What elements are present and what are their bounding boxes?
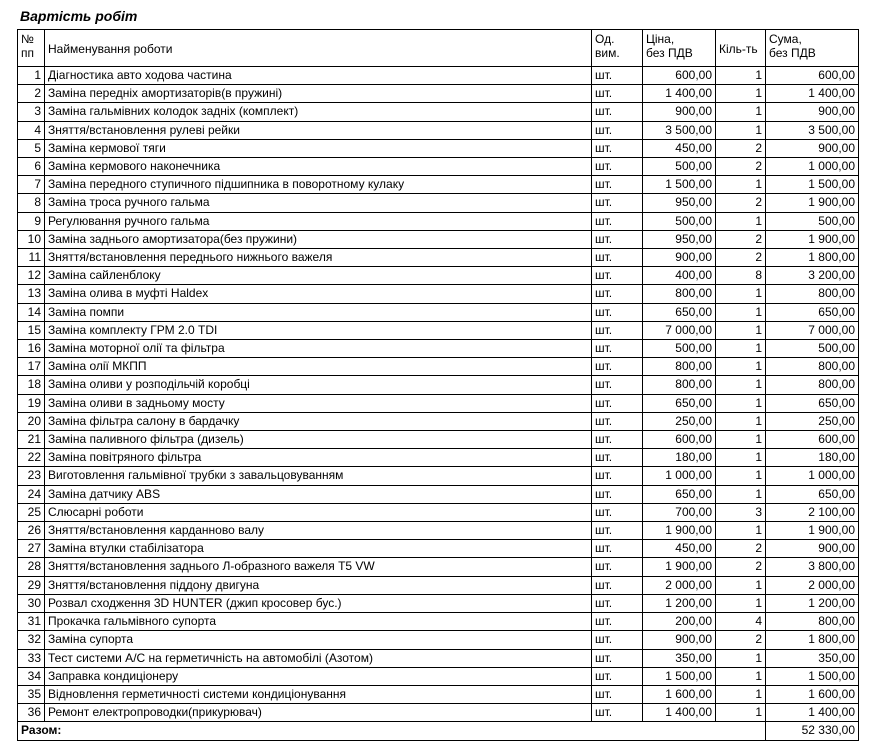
cell-work-name: Заміна фільтра салону в бардачку	[45, 412, 592, 430]
document-title: Вартість робіт	[20, 8, 138, 24]
cell-price: 500,00	[643, 212, 716, 230]
cell-price: 800,00	[643, 285, 716, 303]
cell-price: 1 900,00	[643, 522, 716, 540]
table-header-row	[18, 30, 859, 67]
table-row	[18, 576, 859, 594]
total-label: Разом:	[18, 722, 766, 740]
cell-price: 800,00	[643, 358, 716, 376]
cell-sum: 650,00	[766, 394, 859, 412]
cell-work-name: Заміна олива в муфті Haldex	[45, 285, 592, 303]
cell-number: 4	[18, 121, 45, 139]
cell-quantity: 2	[716, 230, 766, 248]
cell-quantity: 1	[716, 121, 766, 139]
cell-number: 30	[18, 594, 45, 612]
cell-price: 1 400,00	[643, 85, 716, 103]
cell-sum: 1 800,00	[766, 631, 859, 649]
table-row	[18, 340, 859, 358]
cell-number: 23	[18, 467, 45, 485]
cell-price: 650,00	[643, 394, 716, 412]
cell-price: 1 400,00	[643, 704, 716, 722]
cell-price: 1 500,00	[643, 667, 716, 685]
cell-sum: 600,00	[766, 431, 859, 449]
cell-number: 25	[18, 503, 45, 521]
cell-work-name: Ремонт електропроводки(прикурювач)	[45, 704, 592, 722]
cell-unit: шт.	[592, 376, 643, 394]
cell-number: 13	[18, 285, 45, 303]
table-row	[18, 303, 859, 321]
cell-number: 9	[18, 212, 45, 230]
cell-number: 27	[18, 540, 45, 558]
cell-unit: шт.	[592, 594, 643, 612]
cell-work-name: Заміна кермової тяги	[45, 139, 592, 157]
cell-sum: 900,00	[766, 540, 859, 558]
cell-work-name: Заміна втулки стабілізатора	[45, 540, 592, 558]
cell-price: 250,00	[643, 412, 716, 430]
table-row	[18, 158, 859, 176]
cell-unit: шт.	[592, 249, 643, 267]
cell-work-name: Заміна оливи в задньому мосту	[45, 394, 592, 412]
cell-sum: 1 500,00	[766, 667, 859, 685]
works-table	[17, 29, 859, 741]
table-row	[18, 249, 859, 267]
table-row	[18, 667, 859, 685]
cell-price: 400,00	[643, 267, 716, 285]
header-unit: Од. вим.	[592, 30, 643, 67]
cell-unit: шт.	[592, 285, 643, 303]
cell-unit: шт.	[592, 158, 643, 176]
cell-price: 3 500,00	[643, 121, 716, 139]
cell-price: 1 900,00	[643, 558, 716, 576]
cell-work-name: Заміна гальмівних колодок задніх (комплект)	[45, 103, 592, 121]
cell-number: 10	[18, 230, 45, 248]
cell-unit: шт.	[592, 449, 643, 467]
cell-quantity: 1	[716, 340, 766, 358]
cell-number: 2	[18, 85, 45, 103]
cell-quantity: 1	[716, 394, 766, 412]
cell-quantity: 8	[716, 267, 766, 285]
cell-quantity: 1	[716, 412, 766, 430]
cell-price: 450,00	[643, 139, 716, 157]
cell-quantity: 3	[716, 503, 766, 521]
cell-unit: шт.	[592, 649, 643, 667]
header-quantity: Кіль-ть	[716, 30, 766, 67]
cell-sum: 1 000,00	[766, 467, 859, 485]
cell-price: 900,00	[643, 249, 716, 267]
table-row	[18, 594, 859, 612]
cell-quantity: 2	[716, 249, 766, 267]
cell-number: 32	[18, 631, 45, 649]
table-row	[18, 285, 859, 303]
table-row	[18, 267, 859, 285]
cell-work-name: Заміна моторної олії та фільтра	[45, 340, 592, 358]
cell-quantity: 1	[716, 485, 766, 503]
cell-number: 24	[18, 485, 45, 503]
table-row	[18, 613, 859, 631]
cell-work-name: Заміна олії МКПП	[45, 358, 592, 376]
cell-unit: шт.	[592, 704, 643, 722]
cell-quantity: 1	[716, 449, 766, 467]
cell-price: 450,00	[643, 540, 716, 558]
cell-price: 2 000,00	[643, 576, 716, 594]
cell-sum: 7 000,00	[766, 321, 859, 339]
cell-number: 6	[18, 158, 45, 176]
cell-unit: шт.	[592, 303, 643, 321]
cell-sum: 800,00	[766, 376, 859, 394]
table-row	[18, 139, 859, 157]
cell-sum: 600,00	[766, 67, 859, 85]
table-row	[18, 194, 859, 212]
cell-quantity: 4	[716, 613, 766, 631]
cell-price: 350,00	[643, 649, 716, 667]
cell-number: 1	[18, 67, 45, 85]
cell-quantity: 2	[716, 631, 766, 649]
cell-number: 31	[18, 613, 45, 631]
cell-unit: шт.	[592, 139, 643, 157]
cell-work-name: Заміна комплекту ГРМ 2.0 TDI	[45, 321, 592, 339]
cell-quantity: 1	[716, 321, 766, 339]
cell-number: 19	[18, 394, 45, 412]
cell-price: 500,00	[643, 158, 716, 176]
cell-unit: шт.	[592, 85, 643, 103]
header-sum: Сума, без ПДВ	[766, 30, 859, 67]
cell-sum: 3 500,00	[766, 121, 859, 139]
cell-work-name: Заміна заднього амортизатора(без пружини)	[45, 230, 592, 248]
cell-work-name: Заміна оливи у розподільчій коробці	[45, 376, 592, 394]
cell-unit: шт.	[592, 685, 643, 703]
cell-number: 22	[18, 449, 45, 467]
cell-sum: 1 500,00	[766, 176, 859, 194]
cell-work-name: Тест системи А/С на герметичність на автомобілі (Азотом)	[45, 649, 592, 667]
cell-price: 600,00	[643, 67, 716, 85]
cell-price: 950,00	[643, 194, 716, 212]
cell-work-name: Виготовлення гальмівної трубки з завальцовуванням	[45, 467, 592, 485]
header-price: Ціна, без ПДВ	[643, 30, 716, 67]
table-body	[18, 67, 859, 722]
table-row	[18, 558, 859, 576]
cell-price: 700,00	[643, 503, 716, 521]
cell-work-name: Відновлення герметичності системи кондиціонування	[45, 685, 592, 703]
cell-quantity: 1	[716, 704, 766, 722]
cell-sum: 250,00	[766, 412, 859, 430]
cell-quantity: 2	[716, 158, 766, 176]
table-row	[18, 467, 859, 485]
cell-quantity: 2	[716, 139, 766, 157]
cell-number: 28	[18, 558, 45, 576]
table-row	[18, 503, 859, 521]
cell-number: 20	[18, 412, 45, 430]
table-row	[18, 540, 859, 558]
cell-sum: 500,00	[766, 212, 859, 230]
cell-sum: 1 900,00	[766, 522, 859, 540]
table-row	[18, 431, 859, 449]
cell-unit: шт.	[592, 558, 643, 576]
cell-unit: шт.	[592, 485, 643, 503]
cell-number: 17	[18, 358, 45, 376]
cell-work-name: Заміна троса ручного гальма	[45, 194, 592, 212]
cell-work-name: Заміна передніх амортизаторів(в пружині)	[45, 85, 592, 103]
cell-unit: шт.	[592, 230, 643, 248]
cell-unit: шт.	[592, 103, 643, 121]
cell-number: 16	[18, 340, 45, 358]
cell-unit: шт.	[592, 576, 643, 594]
cell-quantity: 2	[716, 540, 766, 558]
cell-sum: 900,00	[766, 139, 859, 157]
cell-price: 600,00	[643, 431, 716, 449]
cell-unit: шт.	[592, 67, 643, 85]
cell-number: 26	[18, 522, 45, 540]
cell-price: 1 600,00	[643, 685, 716, 703]
cell-price: 900,00	[643, 103, 716, 121]
cell-price: 1 500,00	[643, 176, 716, 194]
cell-sum: 1 900,00	[766, 230, 859, 248]
table-row	[18, 85, 859, 103]
cell-number: 18	[18, 376, 45, 394]
cell-sum: 900,00	[766, 103, 859, 121]
cell-unit: шт.	[592, 631, 643, 649]
cell-work-name: Слюсарні роботи	[45, 503, 592, 521]
cell-unit: шт.	[592, 667, 643, 685]
cell-number: 36	[18, 704, 45, 722]
total-row	[18, 722, 859, 740]
cell-number: 7	[18, 176, 45, 194]
cell-work-name: Заміна повітряного фільтра	[45, 449, 592, 467]
cell-price: 1 200,00	[643, 594, 716, 612]
cell-quantity: 1	[716, 522, 766, 540]
cell-quantity: 1	[716, 103, 766, 121]
cell-unit: шт.	[592, 340, 643, 358]
cell-unit: шт.	[592, 212, 643, 230]
cell-work-name: Заміна передного ступичного підшипника в поворотному кулаку	[45, 176, 592, 194]
cell-number: 8	[18, 194, 45, 212]
cell-quantity: 1	[716, 67, 766, 85]
cell-unit: шт.	[592, 394, 643, 412]
cell-unit: шт.	[592, 358, 643, 376]
table-row	[18, 685, 859, 703]
cell-price: 1 000,00	[643, 467, 716, 485]
cell-sum: 800,00	[766, 358, 859, 376]
cell-sum: 1 400,00	[766, 704, 859, 722]
cell-quantity: 1	[716, 176, 766, 194]
cell-quantity: 2	[716, 558, 766, 576]
cell-sum: 1 800,00	[766, 249, 859, 267]
cell-quantity: 1	[716, 576, 766, 594]
table-row	[18, 376, 859, 394]
cell-quantity: 1	[716, 358, 766, 376]
cell-price: 950,00	[643, 230, 716, 248]
cell-work-name: Заміна помпи	[45, 303, 592, 321]
table-row	[18, 67, 859, 85]
cell-sum: 1 200,00	[766, 594, 859, 612]
cell-sum: 1 600,00	[766, 685, 859, 703]
cell-sum: 1 000,00	[766, 158, 859, 176]
cell-work-name: Заправка кондиціонеру	[45, 667, 592, 685]
cell-unit: шт.	[592, 522, 643, 540]
cell-quantity: 1	[716, 376, 766, 394]
cell-quantity: 1	[716, 303, 766, 321]
cell-number: 29	[18, 576, 45, 594]
cell-sum: 2 000,00	[766, 576, 859, 594]
cell-quantity: 1	[716, 649, 766, 667]
cell-work-name: Заміна кермового наконечника	[45, 158, 592, 176]
table-row	[18, 649, 859, 667]
table-row	[18, 522, 859, 540]
cell-price: 650,00	[643, 485, 716, 503]
cell-number: 21	[18, 431, 45, 449]
cell-unit: шт.	[592, 321, 643, 339]
cell-work-name: Зняття/встановлення рулеві рейки	[45, 121, 592, 139]
cell-sum: 800,00	[766, 613, 859, 631]
cell-sum: 180,00	[766, 449, 859, 467]
cell-quantity: 1	[716, 594, 766, 612]
cell-sum: 350,00	[766, 649, 859, 667]
table-row	[18, 394, 859, 412]
cell-quantity: 1	[716, 667, 766, 685]
cell-unit: шт.	[592, 540, 643, 558]
cell-price: 200,00	[643, 613, 716, 631]
cell-number: 35	[18, 685, 45, 703]
cell-work-name: Діагностика авто ходова частина	[45, 67, 592, 85]
cell-unit: шт.	[592, 503, 643, 521]
table-row	[18, 449, 859, 467]
cell-number: 5	[18, 139, 45, 157]
total-sum: 52 330,00	[766, 722, 859, 740]
cell-quantity: 1	[716, 467, 766, 485]
cell-price: 500,00	[643, 340, 716, 358]
cell-quantity: 2	[716, 194, 766, 212]
table-row	[18, 358, 859, 376]
cell-quantity: 1	[716, 85, 766, 103]
cell-sum: 3 800,00	[766, 558, 859, 576]
cell-unit: шт.	[592, 412, 643, 430]
cell-sum: 650,00	[766, 485, 859, 503]
cell-quantity: 1	[716, 431, 766, 449]
cell-price: 180,00	[643, 449, 716, 467]
cell-quantity: 1	[716, 212, 766, 230]
cell-unit: шт.	[592, 467, 643, 485]
table-row	[18, 485, 859, 503]
table-row	[18, 412, 859, 430]
cell-sum: 650,00	[766, 303, 859, 321]
table-row	[18, 631, 859, 649]
cell-work-name: Зняття/встановлення карданново валу	[45, 522, 592, 540]
table-row	[18, 704, 859, 722]
cell-price: 800,00	[643, 376, 716, 394]
cell-work-name: Регулювання ручного гальма	[45, 212, 592, 230]
cell-price: 7 000,00	[643, 321, 716, 339]
cell-work-name: Заміна сайленблоку	[45, 267, 592, 285]
cell-work-name: Зняття/встановлення піддону двигуна	[45, 576, 592, 594]
cell-sum: 2 100,00	[766, 503, 859, 521]
table-row	[18, 212, 859, 230]
cell-work-name: Прокачка гальмівного супорта	[45, 613, 592, 631]
cell-price: 650,00	[643, 303, 716, 321]
cell-sum: 800,00	[766, 285, 859, 303]
cell-number: 15	[18, 321, 45, 339]
cell-number: 33	[18, 649, 45, 667]
cell-work-name: Зняття/встановлення заднього Л-образного важеля T5 VW	[45, 558, 592, 576]
table-row	[18, 121, 859, 139]
cell-sum: 1 400,00	[766, 85, 859, 103]
header-number: № пп	[18, 30, 45, 67]
table-row	[18, 103, 859, 121]
header-work-name: Найменування роботи	[45, 30, 592, 67]
cell-work-name: Заміна датчику ABS	[45, 485, 592, 503]
cell-unit: шт.	[592, 176, 643, 194]
cell-number: 14	[18, 303, 45, 321]
cell-unit: шт.	[592, 431, 643, 449]
cell-work-name: Розвал сходження 3D HUNTER (джип кросовер бус.)	[45, 594, 592, 612]
table-row	[18, 321, 859, 339]
cell-number: 34	[18, 667, 45, 685]
cell-sum: 1 900,00	[766, 194, 859, 212]
cell-number: 3	[18, 103, 45, 121]
cell-work-name: Заміна паливного фільтра (дизель)	[45, 431, 592, 449]
cell-number: 11	[18, 249, 45, 267]
cell-work-name: Зняття/встановлення переднього нижнього важеля	[45, 249, 592, 267]
cell-sum: 500,00	[766, 340, 859, 358]
cell-unit: шт.	[592, 267, 643, 285]
table-row	[18, 230, 859, 248]
cell-price: 900,00	[643, 631, 716, 649]
cell-number: 12	[18, 267, 45, 285]
cell-unit: шт.	[592, 613, 643, 631]
cell-unit: шт.	[592, 121, 643, 139]
table-row	[18, 176, 859, 194]
cell-quantity: 1	[716, 285, 766, 303]
cell-sum: 3 200,00	[766, 267, 859, 285]
cell-quantity: 1	[716, 685, 766, 703]
cell-unit: шт.	[592, 194, 643, 212]
cell-work-name: Заміна супорта	[45, 631, 592, 649]
